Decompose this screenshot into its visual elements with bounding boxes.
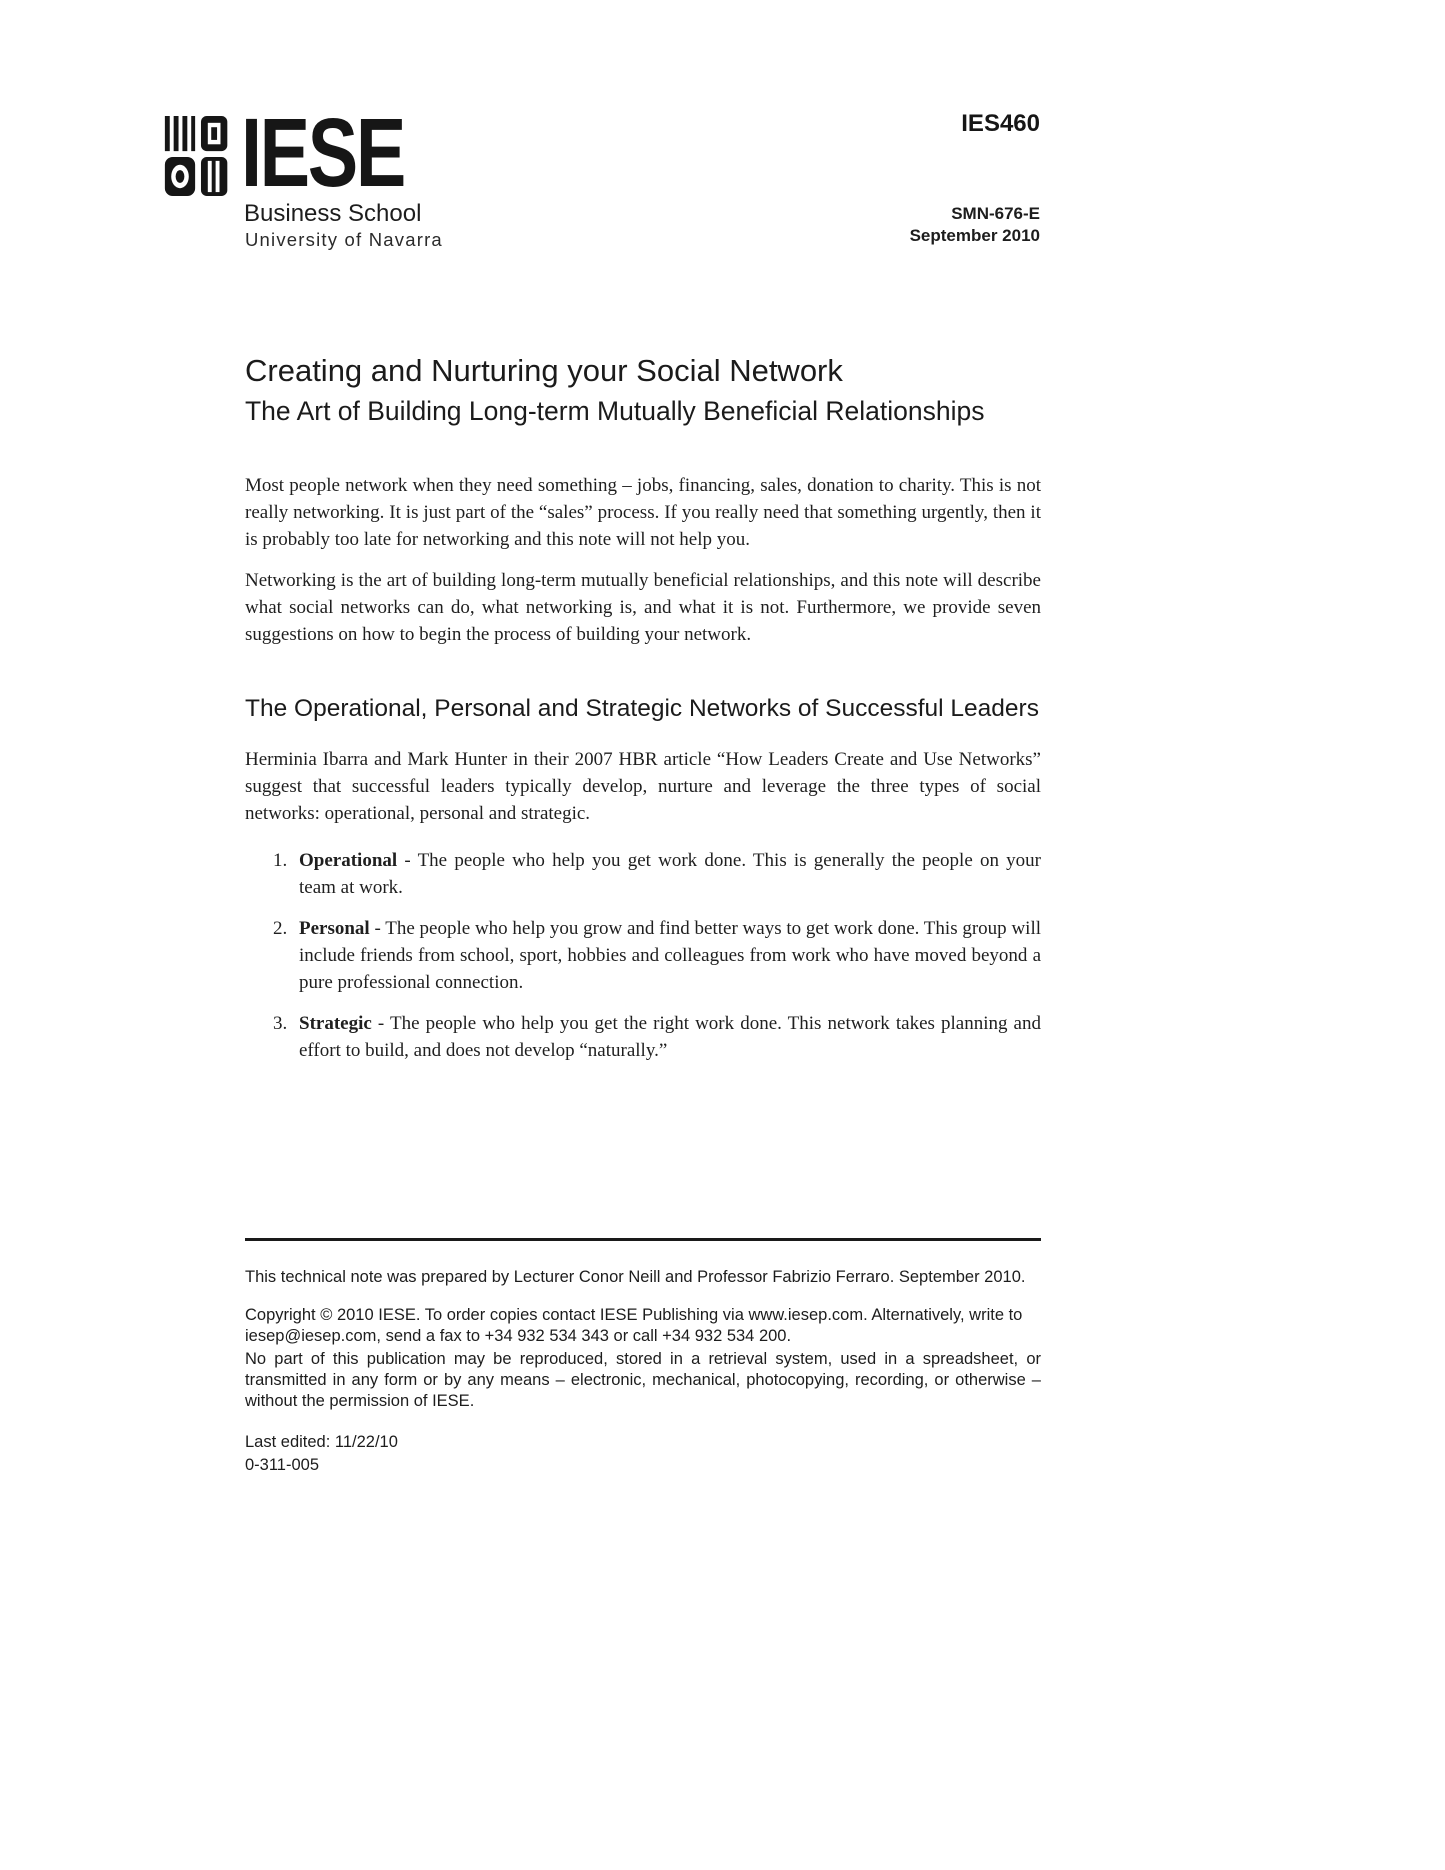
list-description: - The people who help you grow and find better ways to get work done. This group will include friends from school, sport, hobbies and colleagues from work who have moved beyond a pure professional connection. [299, 918, 1041, 993]
list-item-text [299, 847, 1041, 901]
reference-code: SMN-676-E [951, 204, 1040, 223]
page-title: Creating and Nurturing your Social Network [245, 353, 843, 388]
last-edited-note: Last edited: 11/22/10 [245, 1433, 398, 1451]
page-subtitle: The Art of Building Long-term Mutually Beneficial Relationships [245, 396, 985, 426]
document-code: IES460 [961, 110, 1040, 137]
document-body [245, 352, 1041, 1078]
list-item-text [299, 1010, 1041, 1064]
list-number: 2. [273, 918, 288, 939]
network-types-list [245, 847, 1041, 1064]
list-item-personal [273, 915, 1041, 996]
list-number: 1. [273, 850, 288, 871]
footnote-area [245, 1238, 1041, 1476]
list-number: 3. [273, 1013, 288, 1034]
list-term: Operational [299, 850, 398, 871]
logo-business-school-label: Business School [244, 200, 422, 227]
iese-wordmark: IESE [241, 98, 405, 207]
list-item-strategic [273, 1010, 1041, 1064]
prepared-by-note: This technical note was prepared by Lecturer Conor Neill and Professor Fabrizio Ferraro. September 2010. [245, 1268, 1026, 1286]
section-heading: The Operational, Personal and Strategic Networks of Successful Leaders [245, 695, 1039, 722]
list-term: Personal [299, 918, 370, 939]
list-term: Strategic [299, 1013, 372, 1034]
document-number: 0-311-005 [245, 1456, 320, 1474]
footnote-divider [245, 1238, 1041, 1241]
list-item-operational [273, 847, 1041, 901]
publication-date: September 2010 [909, 226, 1040, 245]
intro-paragraph-2: Networking is the art of building long-term mutually beneficial relationships, and this note will describe what social networks can do, what networking is, and what it is not. Furthermore, we provide seven suggestions on how to begin the process of building your network. [245, 570, 1041, 645]
list-description: - The people who help you get work done. This is generally the people on your team at work. [299, 850, 1041, 898]
iese-logo-icon [164, 116, 236, 196]
list-item-text [299, 915, 1041, 996]
copyright-note: Copyright © 2010 IESE. To order copies contact IESE Publishing via www.iesep.com. Alternatively, write to iesep@iesep.com, send a fax to +34 932 534 343 or call +34 932 534 200. [245, 1306, 1023, 1345]
list-description: - The people who help you get the right work done. This network takes planning and effort to build, and does not develop “naturally.” [299, 1013, 1041, 1061]
reproduction-note: No part of this publication may be reproduced, stored in a retrieval system, used in a spreadsheet, or transmitted in any form or by any means – electronic, mechanical, photocopying, recording, or otherwise – without the permission of IESE. [245, 1350, 1041, 1410]
intro-paragraph-1: Most people network when they need something – jobs, financing, sales, donation to charity. This is not really networking. It is just part of the “sales” process. If you really need that something urgently, then it is probably too late for networking and this note will not help you. [245, 475, 1041, 550]
logo-university-label: University of Navarra [245, 229, 443, 250]
section-paragraph: Herminia Ibarra and Mark Hunter in their 2007 HBR article “How Leaders Create and Use Networks” suggest that successful leaders typically develop, nurture and leverage the three types of social networks: operational, personal and strategic. [245, 749, 1041, 824]
